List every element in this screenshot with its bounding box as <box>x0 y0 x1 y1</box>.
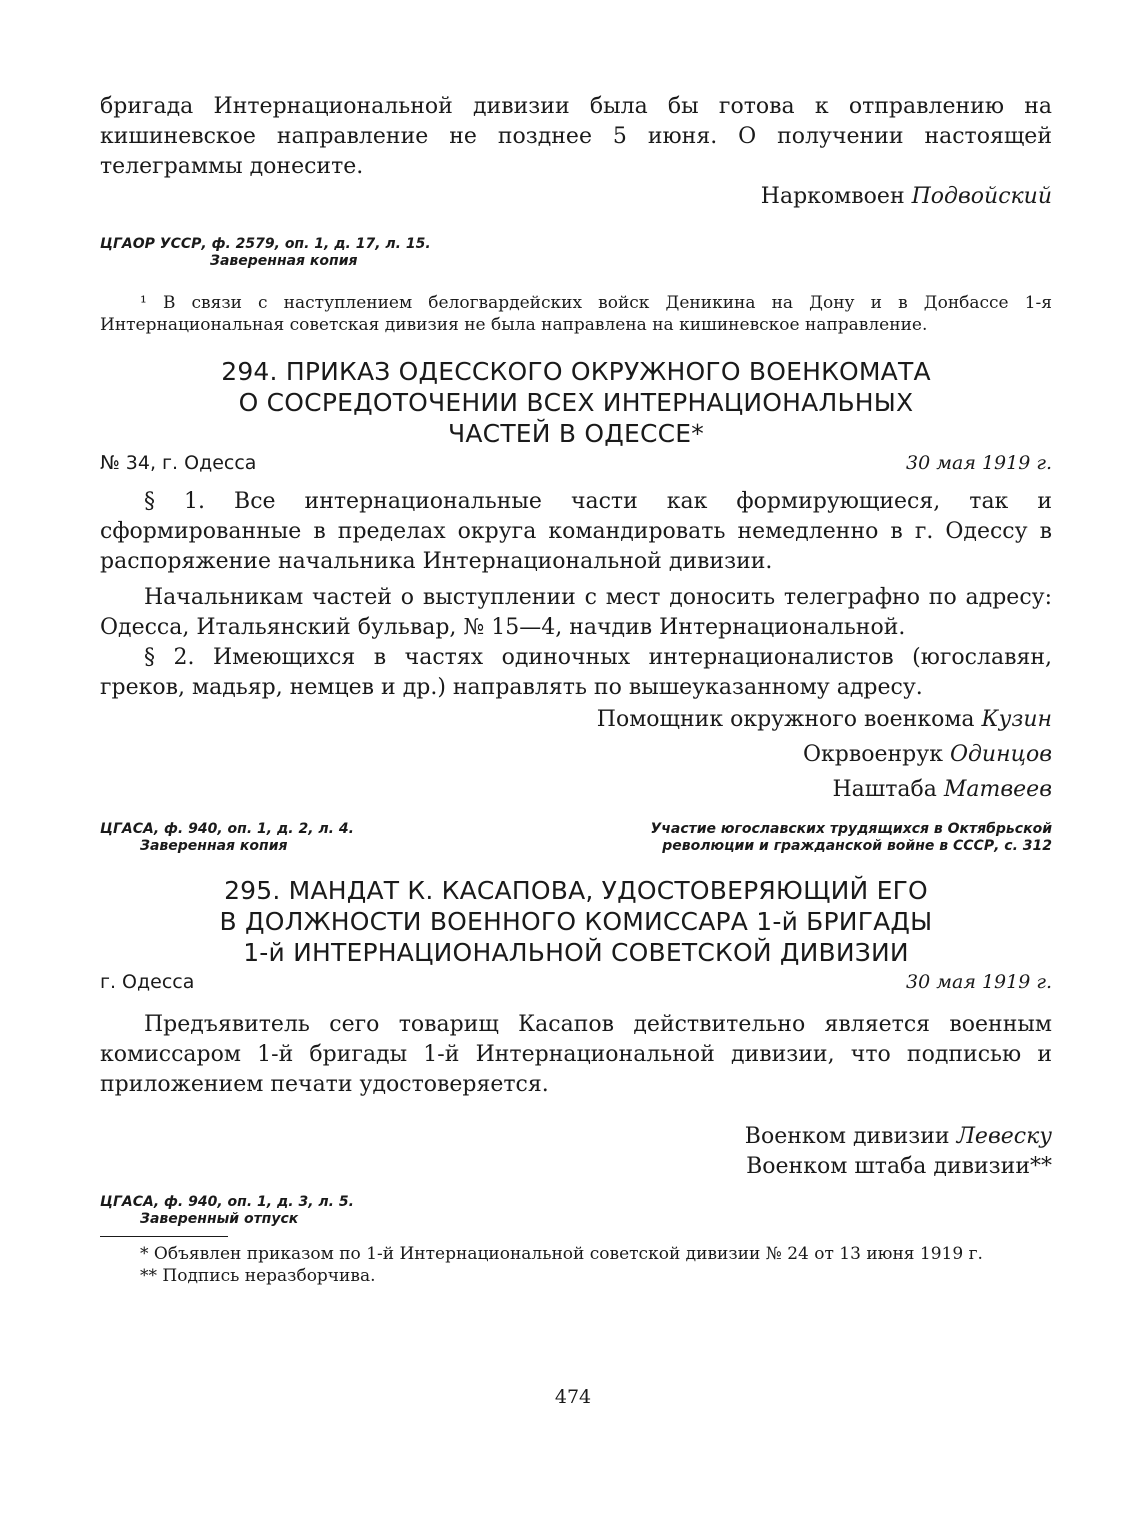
signature-role: Наштаба <box>832 777 937 802</box>
heading-line: В ДОЛЖНОСТИ ВОЕННОГО КОМИССАРА 1-й БРИГАДЫ <box>219 907 933 936</box>
doc-294-heading <box>100 356 1052 449</box>
archive-reference: ЦГАСА, ф. 940, оп. 1, д. 2, л. 4. <box>100 821 354 837</box>
heading-line: ЧАСТЕЙ В ОДЕССЕ* <box>448 419 704 448</box>
copy-type: Заверенный отпуск <box>140 1211 299 1227</box>
heading-line: 1-й ИНТЕРНАЦИОНАЛЬНОЙ СОВЕТСКОЙ ДИВИЗИИ <box>243 938 909 967</box>
doc-date: 30 мая 1919 г. <box>906 452 1052 474</box>
continuation-paragraph: бригада Интернациональной дивизии была бы готова к отправлению на кишиневское направление не позднее 5 июня. О получении настоящей телеграммы донесите. <box>100 94 1052 179</box>
doc-295-paragraph-1: Предъявитель сего товарищ Касапов действительно является военным комиссаром 1-й бригады 1-й Интернациональной дивизии, что подписью и приложением печати удостоверяется. <box>100 1012 1052 1097</box>
doc-294-paragraph-2: Начальникам частей о выступлении с мест доносить телеграфно по адресу: Одесса, Итальянский бульвар, № 15—4, начдив Интернациональной. <box>100 585 1052 640</box>
footnote-marker: ¹ <box>140 293 147 313</box>
doc-295-header-line <box>100 970 1052 994</box>
signature-name: Подвойский <box>911 184 1052 209</box>
source-block-295 <box>100 1194 1052 1228</box>
doc-place: г. Одесса <box>100 971 195 993</box>
copy-type: Заверенная копия <box>210 253 358 269</box>
signature-293 <box>100 182 1052 212</box>
signature-294-3 <box>100 775 1052 805</box>
source-block-293 <box>100 236 1052 270</box>
heading-line: О СОСРЕДОТОЧЕНИИ ВСЕХ ИНТЕРНАЦИОНАЛЬНЫХ <box>238 388 914 417</box>
signature-name: Одинцов <box>949 742 1052 767</box>
doc-294-header-line <box>100 451 1052 475</box>
footnote-star-2: ** Подпись неразборчива. <box>140 1266 376 1286</box>
signature-role: Помощник окружного военкома <box>596 707 975 732</box>
signature-role: Окрвоенрук <box>802 742 943 767</box>
copy-type: Заверенная копия <box>140 838 288 854</box>
footnote-293 <box>100 292 1052 336</box>
footnote-divider <box>100 1236 228 1237</box>
archive-reference: ЦГАОР УССР, ф. 2579, оп. 1, д. 17, л. 15. <box>100 236 431 252</box>
heading-line: 294. ПРИКАЗ ОДЕССКОГО ОКРУЖНОГО ВОЕНКОМАТА <box>221 357 931 386</box>
archive-reference: ЦГАСА, ф. 940, оп. 1, д. 3, л. 5. <box>100 1194 354 1210</box>
signature-295-2 <box>100 1152 1052 1182</box>
signature-294-2 <box>100 740 1052 770</box>
source-block-294 <box>100 821 1052 855</box>
signature-role: Наркомвоен <box>760 184 905 209</box>
heading-line: 295. МАНДАТ К. КАСАПОВА, УДОСТОВЕРЯЮЩИЙ ЕГО <box>224 876 928 905</box>
signature-name: Матвеев <box>943 777 1052 802</box>
doc-294-paragraph-1: § 1. Все интернациональные части как формирующиеся, так и сформированные в пределах округа командировать немедленно в г. Одессу в распоряжение начальника Интернациональной дивизии. <box>100 489 1052 574</box>
signature-name: Кузин <box>981 707 1052 732</box>
signature-mark: ** <box>1030 1154 1052 1179</box>
doc-295-heading <box>100 875 1052 968</box>
signature-295-1 <box>100 1122 1052 1152</box>
doc-294-paragraph-3: § 2. Имеющихся в частях одиночных интернационалистов (югославян, греков, мадьяр, немцев и др.) направлять по вышеуказанному адресу. <box>100 645 1052 700</box>
publication-reference: Участие югославских трудящихся в Октябрьской революции и гражданской войне в СССР, с. 312 <box>650 821 1052 854</box>
signature-role: Военком штаба дивизии <box>746 1154 1030 1179</box>
doc-number-place: № 34, г. Одесса <box>100 452 257 474</box>
footnote-star-1: * Объявлен приказом по 1-й Интернациональной советской дивизии № 24 от 13 июня 1919 г. <box>140 1244 983 1264</box>
signature-role: Военком дивизии <box>744 1124 950 1149</box>
page-number: 474 <box>554 1386 592 1408</box>
signature-name: Левеску <box>956 1124 1052 1149</box>
signature-294-1 <box>100 705 1052 735</box>
doc-date: 30 мая 1919 г. <box>906 971 1052 993</box>
footnote-text: В связи с наступлением белогвардейских войск Деникина на Дону и в Донбассе 1-я Интернациональная советская дивизия не была направлена на кишиневское направление. <box>100 293 1053 335</box>
